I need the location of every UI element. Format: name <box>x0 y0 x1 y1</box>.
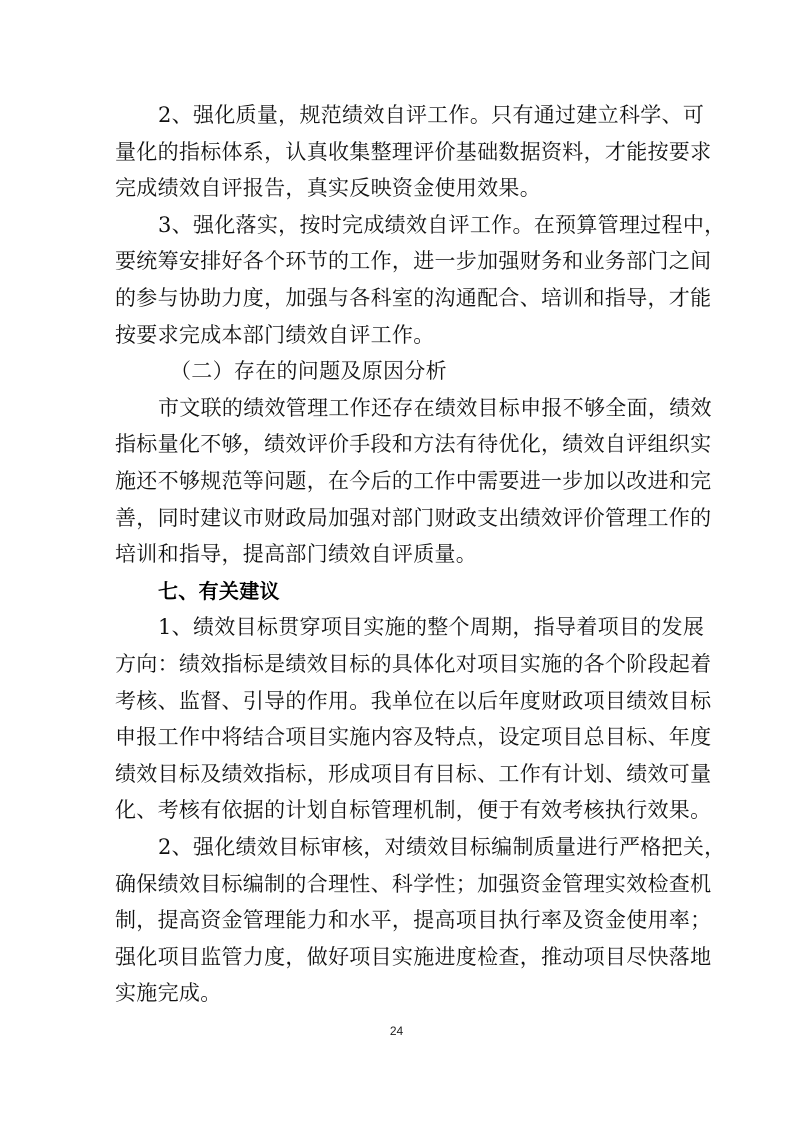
problems-paragraph-line-3: 施还不够规范等问题，在今后的工作中需要进一步加以改进和完 <box>115 469 712 493</box>
suggestion-1-line-1: 1、绩效目标贯穿项目实施的整个周期，指导着项目的发展 <box>158 615 705 640</box>
paragraph-3-line-3: 的参与协助力度，加强与各科室的沟通配合、培训和指导，才能 <box>115 286 712 310</box>
problems-paragraph-line-5: 培训和指导，提高部门绩效自评质量。 <box>115 542 478 567</box>
paragraph-3-line-1: 3、强化落实，按时完成绩效自评工作。在预算管理过程中， <box>158 212 726 237</box>
paragraph-3-line-2: 要统筹安排好各个环节的工作，进一步加强财务和业务部门之间 <box>115 249 712 274</box>
problems-paragraph-line-4: 善，同时建议市财政局加强对部门财政支出绩效评价管理工作的 <box>115 505 712 530</box>
suggestion-1-line-6: 化、考核有依据的计划自标管理机制，便于有效考核执行效果。 <box>115 798 712 823</box>
page-number: 24 <box>389 1024 404 1038</box>
suggestion-1-line-4: 申报工作中将结合项目实施内容及特点，设定项目总目标、年度 <box>115 725 712 750</box>
problems-paragraph-line-1: 市文联的绩效管理工作还存在绩效目标申报不够全面，绩效 <box>158 395 712 420</box>
paragraph-2-line-1: 2、强化质量，规范绩效自评工作。只有通过建立科学、可 <box>158 103 705 127</box>
section-subheading: （二）存在的问题及原因分析 <box>170 359 447 384</box>
section-heading: 七、有关建议 <box>158 578 280 603</box>
suggestion-1-line-5: 绩效目标及绩效指标，形成项目有目标、工作有计划、绩效可量 <box>115 761 712 786</box>
paragraph-2-line-2: 量化的指标体系，认真收集整理评价基础数据资料，才能按要求 <box>115 139 712 164</box>
suggestion-2-line-1: 2、强化绩效目标审核，对绩效目标编制质量进行严格把关， <box>158 835 726 859</box>
suggestion-2-line-5: 实施完成。 <box>115 981 222 1006</box>
suggestion-2-line-3: 制，提高资金管理能力和水平，提高项目执行率及资金使用率； <box>115 908 712 933</box>
suggestion-2-line-4: 强化项目监管力度，做好项目实施进度检查，推动项目尽快落地 <box>115 944 712 969</box>
paragraph-3-line-4: 按要求完成本部门绩效自评工作。 <box>115 322 435 347</box>
suggestion-2-line-2: 确保绩效目标编制的合理性、科学性；加强资金管理实效检查机 <box>115 871 712 896</box>
suggestion-1-line-2: 方向：绩效指标是绩效目标的具体化对项目实施的各个阶段起着 <box>115 652 712 676</box>
problems-paragraph-line-2: 指标量化不够，绩效评价手段和方法有待优化，绩效自评组织实 <box>115 432 712 457</box>
paragraph-2-line-3: 完成绩效自评报告，真实反映资金使用效果。 <box>115 176 541 201</box>
suggestion-1-line-3: 考核、监督、引导的作用。我单位在以后年度财政项目绩效目标 <box>115 688 712 713</box>
